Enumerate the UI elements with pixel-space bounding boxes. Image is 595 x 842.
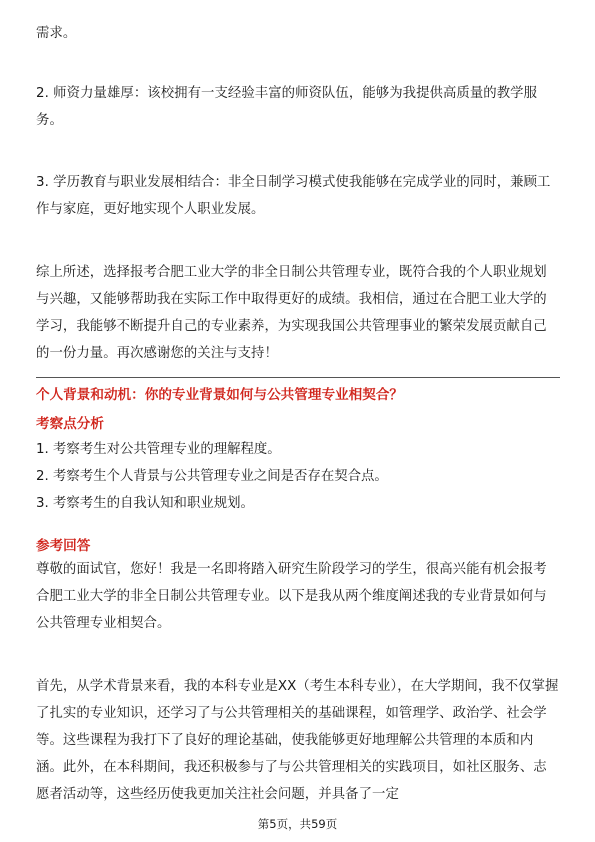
paragraph-continuation: 需求。: [36, 26, 77, 41]
answer-heading: 参考回答: [36, 538, 91, 554]
paragraph-summary: 综上所述，选择报考合肥工业大学的非全日制公共管理专业，既符合我的个人职业规划与兴趣，又能够帮助我在实际工作中取得更好的成绩。我相信，通过在合肥工业大学的学习，我能够不断提升自己的专业素养，为实现我国公共管理事业的繁荣发展贡献自己的一份力量。再次感谢您的关注与支持！: [36, 265, 547, 361]
paragraph-item-2: 2. 师资力量雄厚：该校拥有一支经验丰富的师资队伍，能够为我提供高质量的教学服务。: [36, 86, 538, 128]
analysis-point: 2. 考察考生个人背景与公共管理专业之间是否存在契合点。: [36, 469, 388, 484]
section-divider: [36, 377, 560, 378]
answer-paragraph-1: 尊敬的面试官，您好！我是一名即将踏入研究生阶段学习的学生，很高兴能有机会报考合肥工业大学的非全日制公共管理专业。以下是我从两个维度阐述我的专业背景如何与公共管理专业相契合。: [36, 562, 547, 631]
answer-paragraph-2: 首先，从学术背景来看，我的本科专业是XX（考生本科专业），在大学期间，我不仅掌握了扎实的专业知识，还学习了与公共管理相关的基础课程，如管理学、政治学、社会学等。这些课程为我打下了良好的理论基础，使我能够更好地理解公共管理的本质和内涵。此外，在本科期间，我还积极参与了与公共管理相关的实践项目，如社区服务、志愿者活动等，这些经历使我更加关注社会问题，并具备了一定: [36, 679, 559, 802]
analysis-point-list: [36, 436, 560, 517]
paragraph-item-3: 3. 学历教育与职业发展相结合：非全日制学习模式使我能够在完成学业的同时，兼顾工作与家庭，更好地实现个人职业发展。: [36, 175, 551, 217]
page-number-footer: 第5页，共59页: [257, 817, 338, 831]
analysis-heading: 考察点分析: [36, 416, 104, 432]
analysis-point: 1. 考察考生对公共管理专业的理解程度。: [36, 442, 281, 457]
question-title: 个人背景和动机：你的专业背景如何与公共管理专业相契合？: [36, 387, 404, 403]
analysis-point: 3. 考察考生的自我认知和职业规划。: [36, 496, 254, 511]
